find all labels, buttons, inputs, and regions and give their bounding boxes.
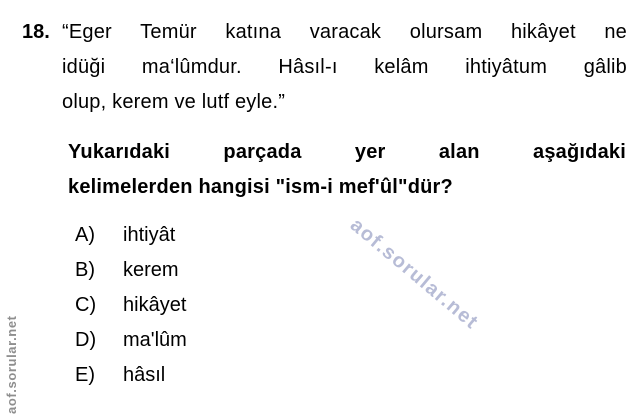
option-a[interactable] (75, 218, 627, 253)
stem-line-2: kelimelerden hangisi "ism-i mef'ûl"dür? (68, 176, 453, 198)
option-b-letter: B) (75, 259, 95, 281)
option-b[interactable] (75, 253, 627, 288)
option-e[interactable] (75, 358, 627, 393)
option-c[interactable] (75, 288, 627, 323)
option-a-text: ihtiyât (123, 224, 176, 246)
passage (62, 15, 627, 120)
option-d-text: ma'lûm (123, 329, 187, 351)
stem-line-1: Yukarıdaki parçada yer alan aşağıdaki (68, 141, 626, 163)
option-d[interactable] (75, 323, 627, 358)
watermark-vertical: aof.sorular.net (4, 315, 19, 414)
question-content (62, 15, 627, 393)
option-a-letter: A) (75, 224, 95, 246)
question-number: 18. (22, 21, 50, 43)
option-b-text: kerem (123, 259, 179, 281)
passage-line-2: idüği ma‘lûmdur. Hâsıl-ı kelâm ihtiyâtum gâlib (62, 56, 627, 78)
passage-line-1: “Eger Temür katına varacak olursam hikâyet ne (62, 21, 627, 43)
option-e-letter: E) (75, 364, 95, 386)
watermark-diagonal: aof.sorular.net (345, 214, 483, 334)
question-stem (68, 135, 626, 205)
option-c-letter: C) (75, 294, 97, 316)
options-list (75, 218, 627, 393)
option-c-text: hikâyet (123, 294, 187, 316)
option-e-text: hâsıl (123, 364, 166, 386)
passage-line-3: olup, kerem ve lutf eyle.” (62, 91, 286, 113)
option-d-letter: D) (75, 329, 97, 351)
